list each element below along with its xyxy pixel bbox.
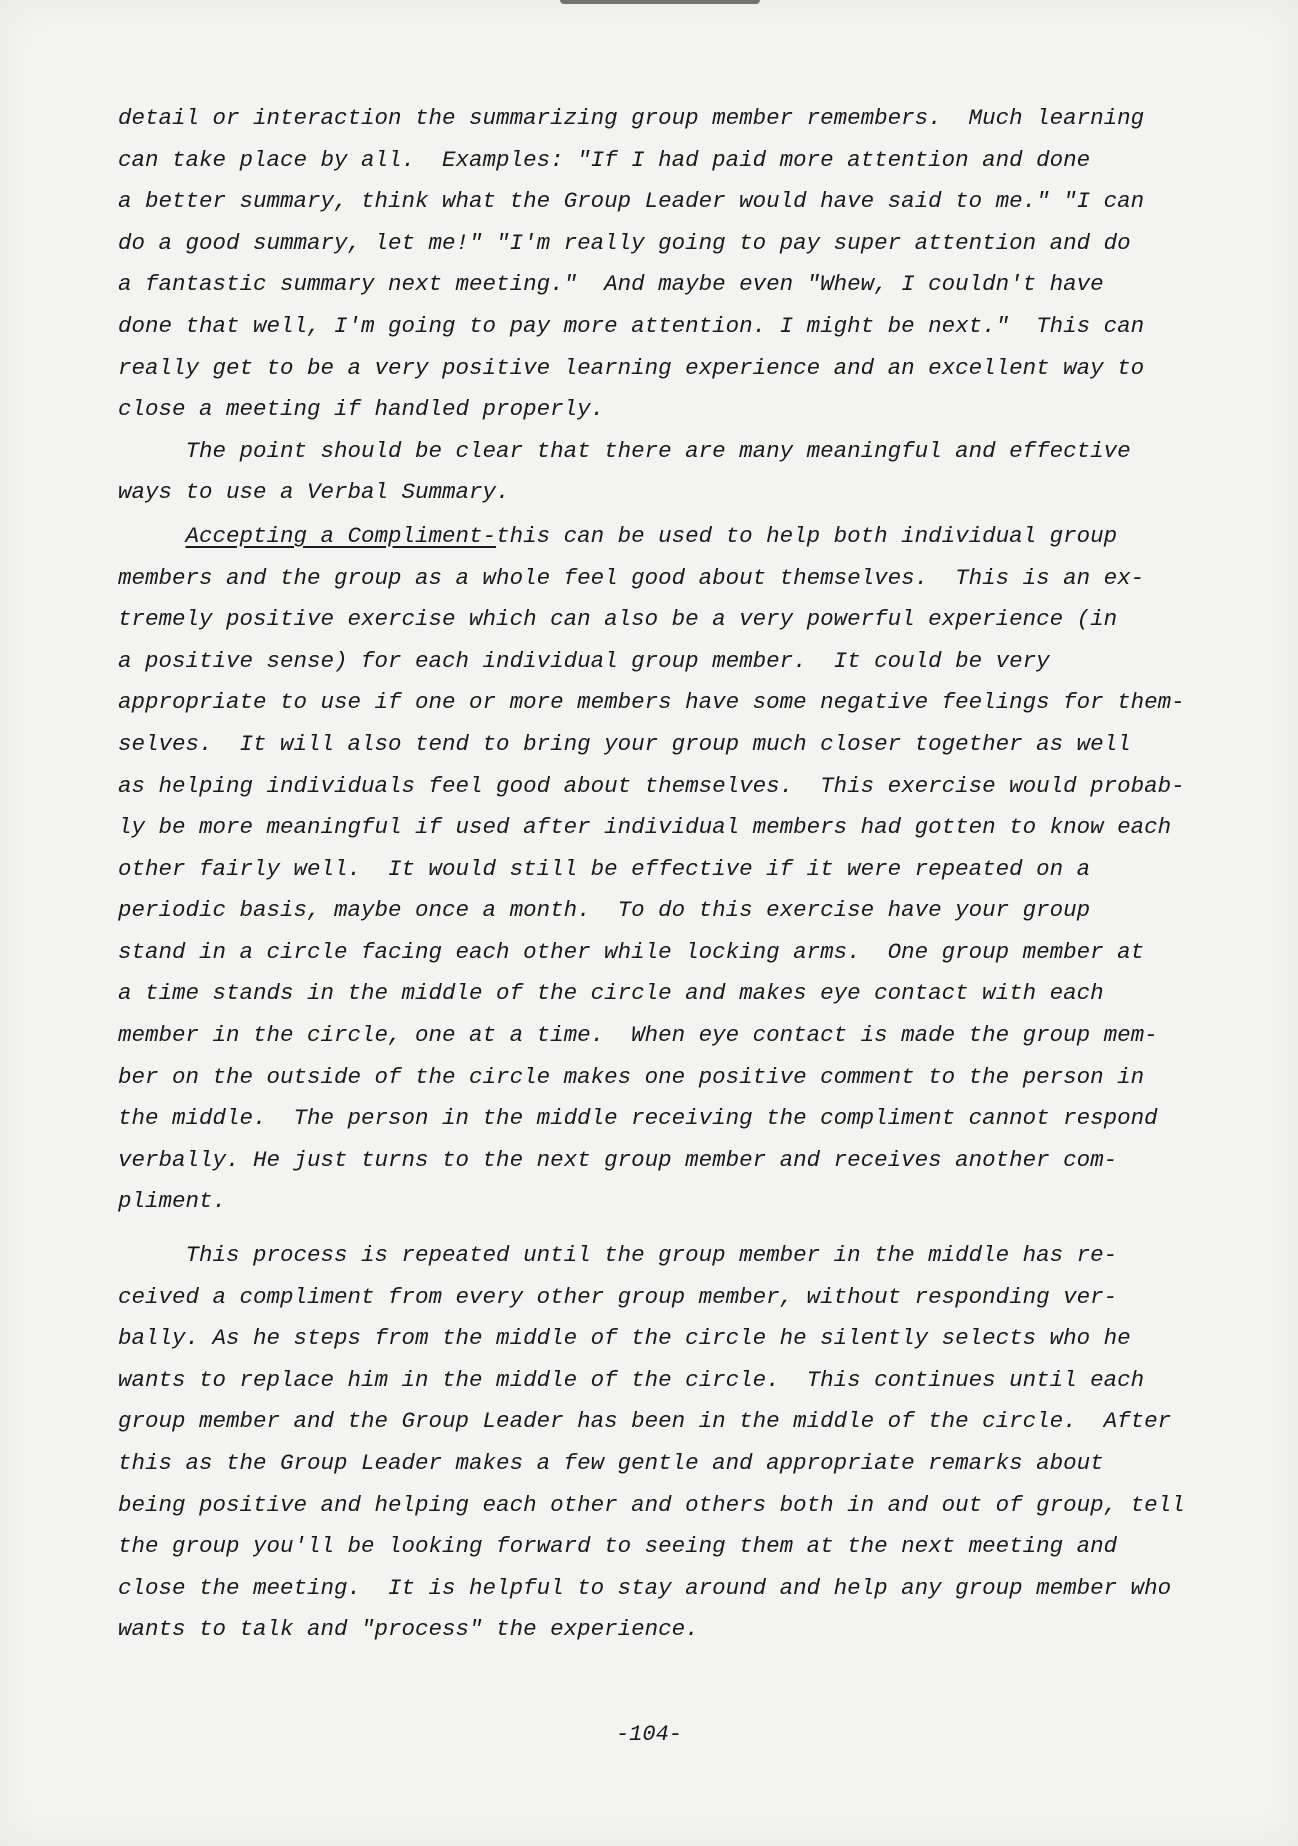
text-line: verbally. He just turns to the next group member and receives another com- [118,1146,1118,1173]
paragraph-process-repeated [118,1235,1208,1651]
text-line: The point should be clear that there are many meaningful and effective [118,437,1131,464]
text-line: a positive sense) for each individual group member. It could be very [118,647,1050,674]
paragraph-point-clear [118,431,1208,514]
text-line: wants to talk and "process" the experience. [118,1616,699,1643]
text-line: periodic basis, maybe once a month. To do this exercise have your group [118,897,1091,924]
section-heading-accepting-compliment: Accepting a Compliment- [185,522,497,549]
page-number: -104- [615,1722,682,1747]
text-line: done that well, I'm going to pay more attention. I might be next." This can [118,312,1145,339]
text-line: a fantastic summary next meeting." And maybe even "Whew, I couldn't have [118,271,1104,298]
text-line: wants to replace him in the middle of the circle. This continues until each [118,1366,1145,1393]
text-line: ways to use a Verbal Summary. [118,479,510,506]
text-line: member in the circle, one at a time. When eye contact is made the group mem- [118,1022,1158,1049]
text-line: tremely positive exercise which can also be a very powerful experience (in [118,606,1118,633]
heading-line-rest: this can be used to help both individual group [496,522,1118,549]
text-line: stand in a circle facing each other while locking arms. One group member at [118,938,1145,965]
text-line: bally. As he steps from the middle of the circle he silently selects who he [118,1325,1131,1352]
text-line: This process is repeated until the group member in the middle has re- [118,1242,1118,1269]
text-line: group member and the Group Leader has been in the middle of the circle. After [118,1408,1172,1435]
text-line: this as the Group Leader makes a few gentle and appropriate remarks about [118,1450,1104,1476]
text-line: other fairly well. It would still be effective if it were repeated on a [118,855,1091,882]
body-text [118,98,1208,1651]
text-line: ly be more meaningful if used after individual members had gotten to know each [118,814,1172,841]
text-line: close a meeting if handled properly. [118,396,605,423]
text-line: ceived a compliment from every other group member, without responding ver- [118,1283,1118,1310]
text-line: ber on the outside of the circle makes one positive comment to the person in [118,1063,1145,1090]
text-line: really get to be a very positive learning experience and an excellent way to [118,354,1145,381]
text-line: a time stands in the middle of the circle and makes eye contact with each [118,980,1104,1007]
text-line: close the meeting. It is helpful to stay around and help any group member who [118,1574,1172,1601]
text-line: members and the group as a whole feel good about themselves. This is an ex- [118,564,1145,591]
text-line: the middle. The person in the middle receiving the compliment cannot respond [118,1105,1158,1132]
paragraph-verbal-summary-examples [118,98,1208,431]
text-line: can take place by all. Examples: "If I had paid more attention and done [118,146,1091,173]
paragraph-accepting-compliment [118,516,1208,1223]
text-line: as helping individuals feel good about themselves. This exercise would probab- [118,772,1185,799]
text-line: do a good summary, let me!" "I'm really going to pay super attention and do [118,229,1131,256]
text-line: being positive and helping each other and others both in and out of group, tell [118,1491,1185,1518]
text-line: selves. It will also tend to bring your group much closer together as well [118,730,1131,757]
scan-edge-mark [560,0,760,4]
text-line: detail or interaction the summarizing group member remembers. Much learning [118,105,1145,131]
text-line: a better summary, think what the Group Leader would have said to me." "I can [118,188,1145,215]
text-line: the group you'll be looking forward to seeing them at the next meeting and [118,1533,1118,1560]
text-line [118,516,1208,558]
text-line: pliment. [118,1188,227,1215]
text-line: appropriate to use if one or more members have some negative feelings for them- [118,689,1185,716]
